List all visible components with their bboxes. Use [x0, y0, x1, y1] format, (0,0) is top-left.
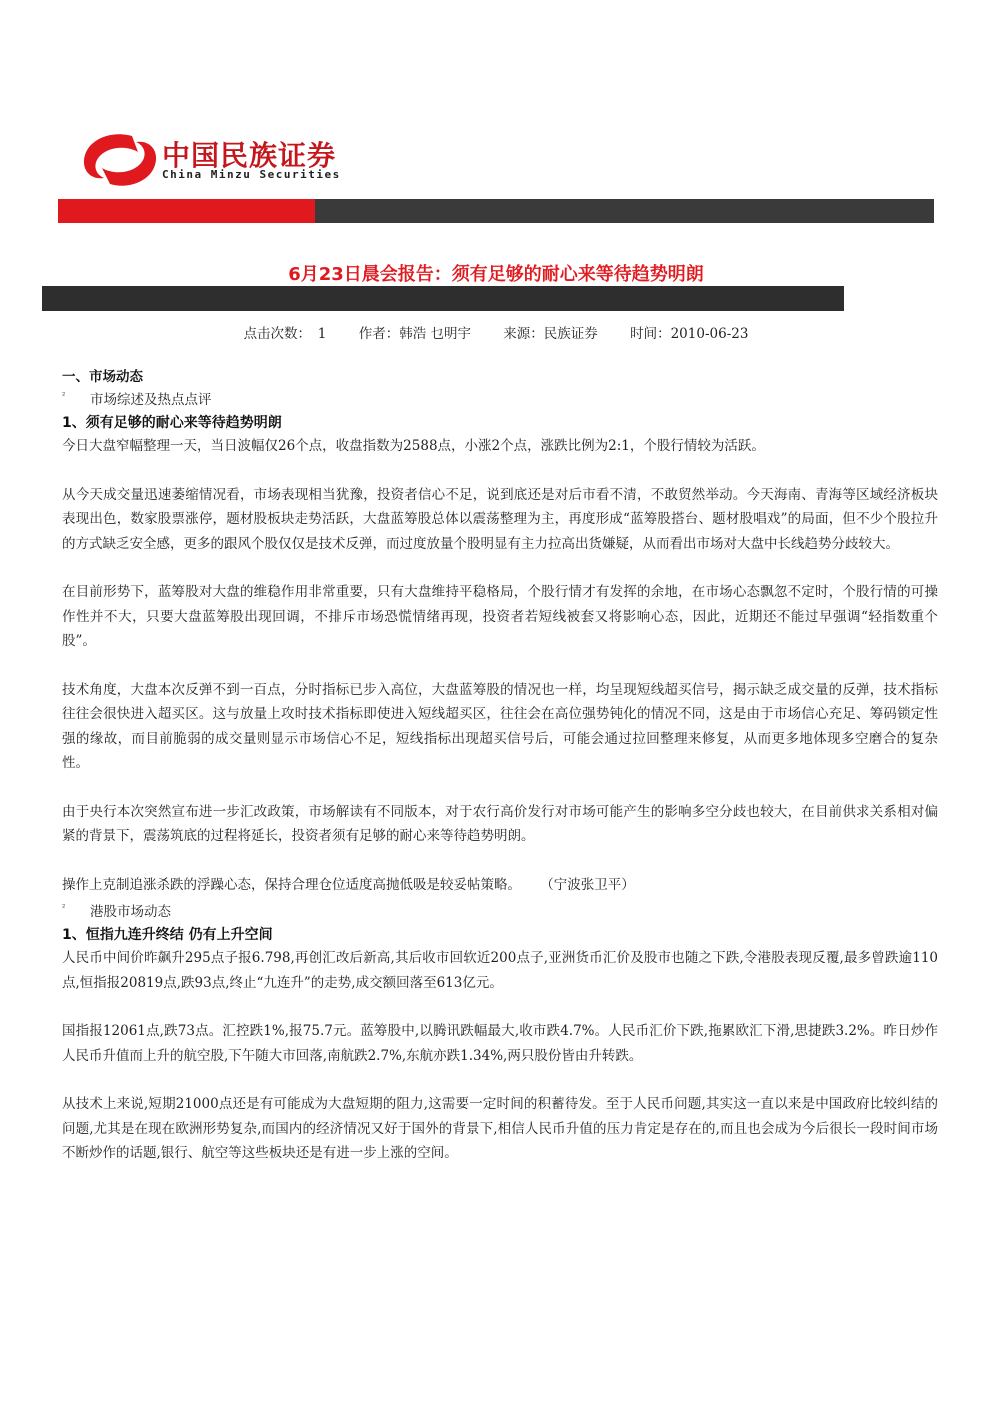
bullet-item	[62, 388, 938, 412]
paragraph: 从今天成交量迅速萎缩情况看，市场表现相当犹豫，投资者信心不足，说到底还是对后市看不清，不敢贸然举动。今天海南、青海等区域经济板块表现出色，数家股票涨停，题材股板块走势活跃，大盘蓝筹股总体以震荡整理为主，再度形成“蓝筹股搭台、题材股唱戏”的局面，但不少个股拉升的方式缺乏安全感，更多的跟风个股仅仅是技术反弹，而过度放量个股明显有主力拉高出货嫌疑，从而看出市场对大盘中长线趋势分歧较大。	[62, 486, 938, 552]
article-body	[62, 366, 938, 1190]
bullet-mark: ²	[62, 391, 66, 400]
meta-source: 来源：民族证券	[503, 326, 598, 342]
subsection-heading: 1、恒指九连升终结 仍有上升空间	[62, 927, 273, 943]
paragraph: 国指报12061点,跌73点。汇控跌1%,报75.7元。蓝筹股中,以腾讯跌幅最大,收市跌4.7%。人民币汇价下跌,拖累欧汇下滑,思捷跌3.2%。昨日炒作人民币升值而上升的航空股,下午随大市回落,南航跌2.7%,东航亦跌1.34%,两只股份皆由升转跌。	[62, 1023, 938, 1064]
subsection-heading: 1、须有足够的耐心来等待趋势明朗	[62, 415, 282, 431]
paragraph: 在目前形势下，蓝筹股对大盘的维稳作用非常重要，只有大盘维持平稳格局，个股行情才有发挥的余地，在市场心态飘忽不定时，个股行情的可操作性并不大，只要大盘蓝筹股出现回调，不排斥市场恐慌情绪再现，投资者若短线被套又将影响心态，因此，近期还不能过早强调“轻指数重个股”。	[62, 584, 938, 649]
title-bar	[42, 286, 844, 311]
meta-time: 时间：2010-06-23	[630, 326, 749, 342]
paragraph-closing	[62, 873, 938, 898]
logo-name-cn: 中国民族证券	[162, 139, 337, 172]
bullet-item	[62, 900, 938, 924]
meta-author: 作者：韩浩 乜明宇	[358, 326, 471, 342]
page-title: 6月23日晨会报告：须有足够的耐心来等待趋势明朗	[288, 264, 704, 285]
logo-name-en: China Minzu Securities	[162, 168, 341, 181]
closing-text: 操作上克制追涨杀跌的浮躁心态，保持合理仓位适度高抛低吸是较妥帖策略。	[62, 876, 521, 893]
paragraph: 从技术上来说,短期21000点还是有可能成为大盘短期的阻力,这需要一定时间的积蓄待发。至于人民币问题,其实这一直以来是中国政府比较纠结的问题,尤其是在现在欧洲形势复杂,而国内的经济情况又好于国外的背景下,相信人民币升值的压力肯定是存在的,而且也会成为今后很长一段时间市场不断炒作的话题,银行、航空等这些板块还是有进一步上涨的空间。	[62, 1096, 938, 1161]
paragraph: 技术角度，大盘本次反弹不到一百点，分时指标已步入高位，大盘蓝筹股的情况也一样，均呈现短线超买信号，揭示缺乏成交量的反弹，技术指标往往会很快进入超买区。这与放量上攻时技术指标即使进入短线超买区，往往会在高位强势钝化的情况不同，这是由于市场信心充足、筹码锁定性强的缘故，而目前脆弱的成交量则显示市场信心不足，短线指标出现超买信号后，可能会通过拉回整理来修复，从而更多地体现多空磨合的复杂性。	[62, 681, 938, 771]
paragraph: 由于央行本次突然宣布进一步汇改政策，市场解读有不同版本，对于农行高价发行对市场可能产生的影响多空分歧也较大，在目前供求关系相对偏紧的背景下，震荡筑底的过程将延长，投资者须有足够的耐心来等待趋势明朗。	[62, 803, 938, 844]
paragraph: 今日大盘窄幅整理一天，当日波幅仅26个点，收盘指数为2588点，小涨2个点，涨跌比例为2:1，个股行情较为活跃。	[62, 438, 765, 454]
company-logo	[80, 130, 370, 190]
bullet-label: 港股市场动态	[90, 904, 171, 920]
header-bar-accent	[58, 199, 315, 223]
bullet-mark: ²	[62, 903, 66, 912]
paragraph: 人民币中间价昨飙升295点子报6.798,再创汇改后新高,其后收市回软近200点子,亚洲货币汇价及股市也随之下跌,令港股表现反覆,最多曾跌逾110点,恒指报20819点,跌93点,终止“九连升”的走势,成交额回落至613亿元。	[62, 950, 938, 991]
section-heading: 一、市场动态	[62, 369, 143, 385]
signature: （宁波张卫平）	[547, 876, 635, 893]
article-meta	[0, 322, 992, 342]
logo-swirl-icon	[80, 130, 160, 190]
header-bar	[58, 199, 934, 223]
bullet-label: 市场综述及热点点评	[90, 392, 212, 408]
meta-clicks: 点击次数： 1	[243, 326, 327, 342]
